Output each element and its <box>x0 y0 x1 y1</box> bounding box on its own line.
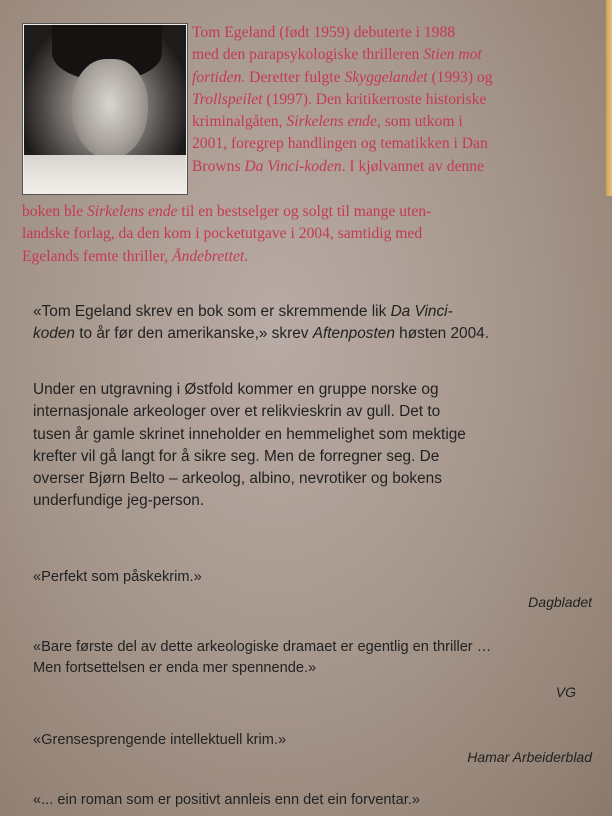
review-quote <box>33 730 593 751</box>
bio-line-4 <box>192 89 597 111</box>
review-line: «... ein roman som er positivt annleis enn det ein forventar.» <box>33 792 420 808</box>
bio-text: Tom Egeland (født 1959) debuterte i 1988 <box>192 24 456 41</box>
review-line: Men fortsettelsen er enda mer spennende.» <box>33 660 317 676</box>
review-line: «Bare første del av dette arkeologiske dramaet er egentlig en thriller … <box>33 639 492 655</box>
blurb-line-1 <box>33 301 603 323</box>
review-line: «Grensesprengende intellektuell krim.» <box>33 732 287 748</box>
synopsis-line: internasjonale arkeologer over et relikvieskrin av gull. Det to <box>33 403 441 421</box>
book-title: Skyggelandet <box>344 68 428 86</box>
bio-text: landske forlag, da den kom i pocketutgave i 2004, samtidig med <box>22 225 423 243</box>
cover-edge-strip <box>606 0 612 196</box>
book-title: Sirkelens ende <box>286 113 377 131</box>
press-blurb <box>33 301 603 346</box>
synopsis-line: underfundige jeg-person. <box>33 492 205 510</box>
book-title: Trollspeilet <box>192 90 263 108</box>
bio-text: (1993) og <box>427 68 493 86</box>
review-source: VG <box>555 684 576 700</box>
bio-line-2 <box>192 44 597 66</box>
bio-line-8 <box>22 201 602 223</box>
bio-text: boken ble <box>22 203 87 220</box>
author-bio <box>192 22 597 178</box>
author-bio-continued <box>22 201 602 268</box>
review-quote <box>33 567 593 588</box>
review-line: «Perfekt som påskekrim.» <box>33 569 202 585</box>
book-title: koden <box>33 325 75 343</box>
bio-text: til en bestselger og solgt til mange uten- <box>177 203 432 220</box>
author-shirt <box>24 155 186 193</box>
review-quote <box>33 790 593 811</box>
review-quote <box>33 637 593 679</box>
blurb-line-2 <box>33 323 603 345</box>
synopsis-line: tusen år gamle skrinet inneholder en hemmelighet som mektige <box>33 425 466 443</box>
book-title: Sirkelens ende <box>86 203 178 220</box>
author-face <box>72 59 148 159</box>
bio-text: kriminalgåten, <box>192 113 287 131</box>
bio-line-5 <box>192 111 597 133</box>
bio-text: , som utkom i <box>376 113 463 131</box>
blurb-text: to år før den amerikanske,» skrev <box>74 325 313 343</box>
blurb-text: høsten 2004. <box>394 325 490 343</box>
review-source: Hamar Arbeiderblad <box>467 749 592 765</box>
bio-line-7 <box>192 156 597 178</box>
book-title: Da Vinci- <box>390 303 453 320</box>
bio-text: 2001, foregrep handlingen og tematikken i Dan <box>192 135 488 153</box>
bio-text: (1997). Den kritikerroste historiske <box>262 90 487 108</box>
book-title: Da Vinci-koden <box>244 157 342 175</box>
synopsis <box>33 379 603 513</box>
bio-line-10 <box>22 246 602 268</box>
bio-text: Browns <box>192 157 245 175</box>
bio-line-1 <box>192 22 597 44</box>
bio-text: med den parapsykologiske thrilleren <box>192 46 424 64</box>
bio-text: Deretter fulgte <box>245 68 345 86</box>
bio-line-3 <box>192 67 597 89</box>
synopsis-line: Under en utgravning i Østfold kommer en gruppe norske og <box>33 381 439 398</box>
bio-line-9 <box>22 223 602 245</box>
bio-text: Egelands femte thriller, <box>22 247 173 265</box>
bio-text: . I kjølvannet av denne <box>341 157 485 175</box>
synopsis-line: krefter vil gå langt for å sikre seg. Men de forregner seg. De <box>33 447 440 465</box>
review-source: Dagbladet <box>528 594 592 610</box>
newspaper-name: Aftenposten <box>312 325 395 343</box>
book-title: Åndebrettet <box>172 247 245 265</box>
synopsis-line: overser Bjørn Belto – arkeolog, albino, nevrotiker og bokens <box>33 470 442 488</box>
bio-line-6 <box>192 133 597 155</box>
book-title: Stien mot <box>423 46 482 64</box>
book-title: fortiden. <box>192 68 246 86</box>
blurb-text: «Tom Egeland skrev en bok som er skremmende lik <box>33 303 391 320</box>
bio-text: . <box>244 247 249 265</box>
author-photo <box>23 24 187 194</box>
